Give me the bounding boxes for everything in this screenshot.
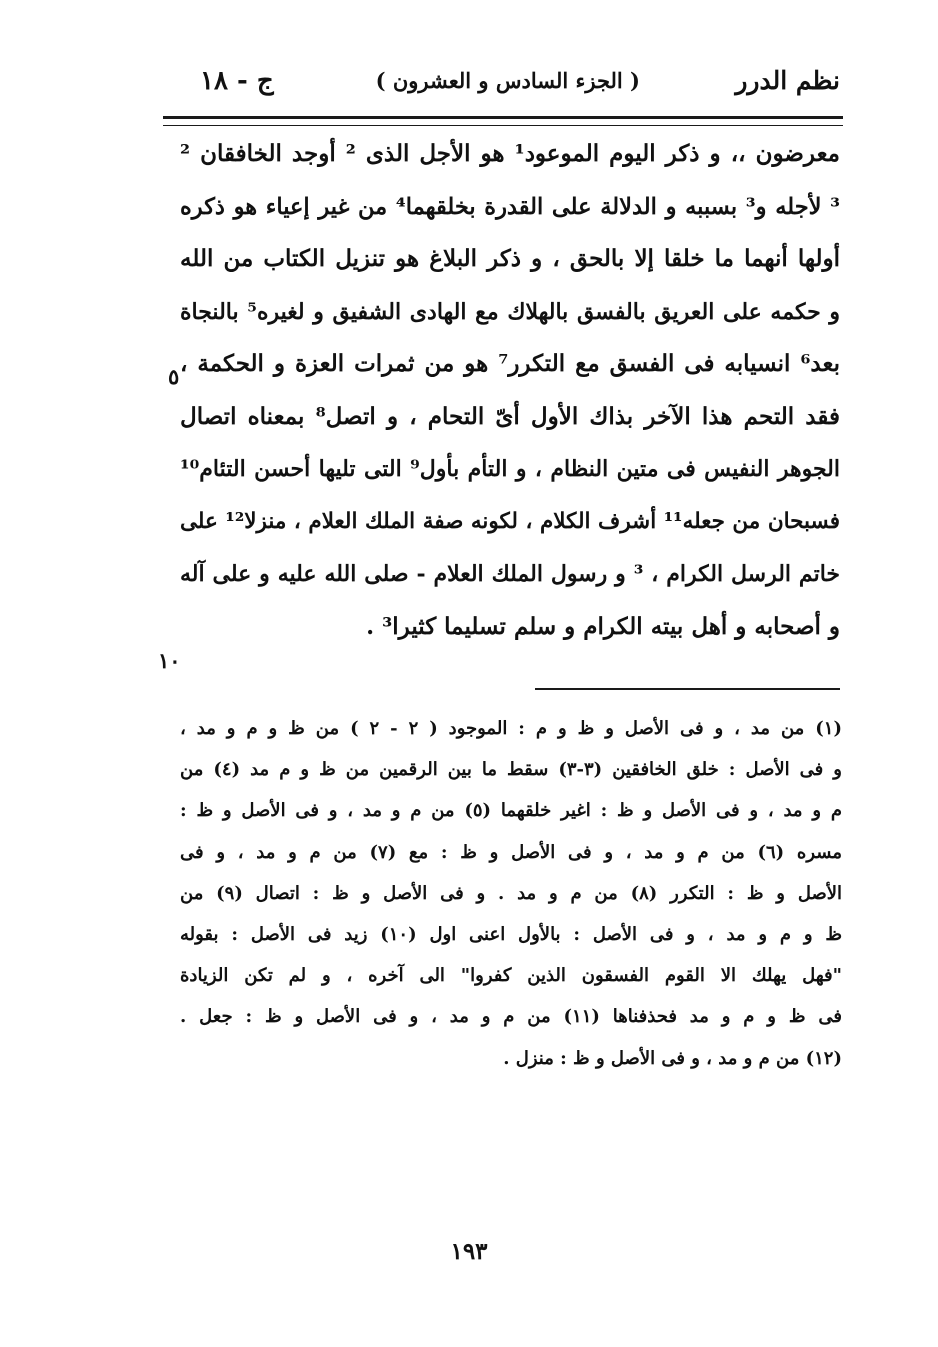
main-text-body bbox=[180, 128, 840, 653]
footnote-line: مسره (٦) من م و مد ، و فى الأصل و ظ : مع (٧) من م و مد ، و فى bbox=[180, 841, 842, 863]
part-title: ( الجزء السادس و العشرون ) bbox=[375, 68, 640, 93]
running-header bbox=[160, 62, 840, 106]
text-line: بعد⁶ انسيابه فى الفسق مع التكرر⁷ هو من ثمرات العزة و الحكمة ، bbox=[180, 350, 840, 377]
page-number: ١٩٣ bbox=[450, 1238, 488, 1265]
footnote-line: و فى الأصل : خلق الخافقين (٣-٣) سقط ما بين الرقمين من ظ و م مد (٤) من bbox=[180, 759, 842, 781]
volume-reference: ج - ١٨ bbox=[200, 66, 274, 96]
footnote-line: (١٢) من م و مد ، و فى الأصل و ظ : منزل . bbox=[503, 1047, 842, 1069]
header-rule bbox=[163, 116, 843, 126]
text-line: فقد التحم هذا الآخر بذاك الأول أىّ التحام ، و اتصل⁸ بمعناه اتصال bbox=[180, 402, 841, 430]
text-line: أولها أنهما ما خلقا إلا بالحق ، و ذكر البلاغ هو تنزيل الكتاب من الله bbox=[180, 245, 840, 272]
text-line: ³ لأجله و³ بسببه و الدلالة على القدرة بخلقهما⁴ من غير إعياء هو ذكره bbox=[180, 193, 840, 220]
text-line: و أصحابه و أهل بيته الكرام و سلم تسليما كثيرا³ . bbox=[366, 612, 840, 640]
footnote-line: الأصل و ظ : التكرر (٨) من م و مد . و فى الأصل و ظ : اتصال (٩) من bbox=[180, 882, 842, 904]
footnote-line: م و مد ، و فى الأصل و ظ : اغير خلقهما (٥) من م و مد ، و فى الأصل و ظ : bbox=[180, 800, 842, 822]
footnote-line: فى ظ و م و مد فحذفناها (١١) من م و مد ، و فى الأصل و ظ : جعل . bbox=[180, 1006, 842, 1028]
line-number-5: ٥ bbox=[168, 364, 180, 389]
footnotes bbox=[180, 708, 842, 1079]
text-line: و حكمه على العريق بالفسق بالهلاك مع الهادى الشفيق و لغيره⁵ بالنجاة bbox=[180, 298, 841, 325]
footnote-separator bbox=[535, 688, 840, 690]
footnote-line: (١) من مد ، و فى الأصل و ظ و م : الموجود ( ٢ - ٢ ) من ظ و م و مد ، bbox=[180, 718, 842, 739]
footnote-line: "فهل يهلك الا القوم الفسقون الذين كفروا" الى آخره ، و لم تكن الزيادة bbox=[180, 965, 842, 987]
text-line: خاتم الرسل الكرام ، ³ و رسول الملك العلام - صلى الله عليه و على آله bbox=[180, 561, 841, 587]
text-line: فسبحان من جعله¹¹ أشرف الكلام ، لكونه صفة الملك العلام ، منزلا¹² على bbox=[180, 508, 840, 534]
book-title: نظم الدرر bbox=[735, 66, 840, 95]
text-line: الجوهر النفيس فى متين النظام ، و التأم بأول⁹ التى تليها أحسن التئام¹⁰ bbox=[180, 456, 840, 482]
line-number-10: ١٠ bbox=[158, 648, 181, 673]
text-line: معرضون ،، و ذكر اليوم الموعود¹ هو الأجل الذى ² أوجد الخافقان ² bbox=[180, 140, 840, 167]
footnote-line: ظ و م و مد ، و فى الأصل : بالأول اعنى اول (١٠) زيد فى الأصل : بقوله bbox=[180, 923, 842, 945]
